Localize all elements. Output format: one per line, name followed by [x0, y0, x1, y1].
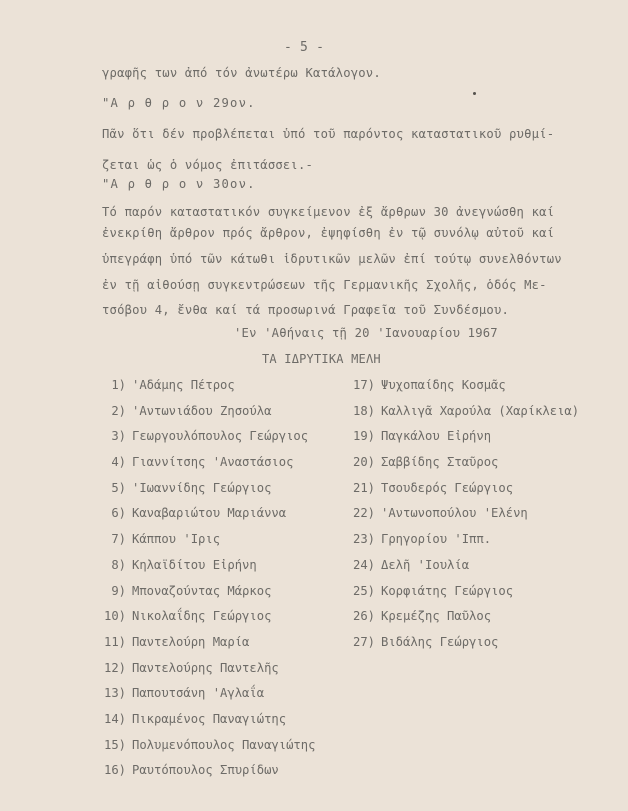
member-number: 19) — [352, 429, 375, 444]
member-name: Κρεμέζης Παῦλος — [381, 609, 492, 624]
member-item — [345, 635, 579, 661]
member-item — [345, 455, 579, 481]
member-name: Παγκάλου Εἰρήνη — [381, 429, 492, 444]
member-number: 23) — [352, 532, 375, 547]
member-item — [345, 584, 579, 610]
member-number: 8) — [111, 557, 126, 572]
member-number: 9) — [111, 583, 126, 598]
member-number: 6) — [111, 506, 126, 521]
member-name: Καναβαριώτου Μαριάννα — [132, 506, 287, 521]
member-number: 18) — [352, 403, 375, 418]
members-list-right — [345, 378, 579, 661]
page-number: - 5 - — [284, 40, 325, 55]
member-item — [345, 378, 579, 404]
member-number: 12) — [103, 660, 126, 675]
member-item — [345, 481, 579, 507]
body-line: Πᾶν ὅτι δέν προβλέπεται ὑπό τοῦ παρόντος καταστατικοῦ ρυθμί- — [102, 127, 555, 141]
member-item — [96, 609, 315, 635]
member-item — [345, 429, 579, 455]
member-number: 4) — [111, 455, 126, 470]
member-name: Δελῆ 'Ιουλία — [381, 557, 470, 572]
body-line: ὑπεγράφη ὑπό τῶν κάτωθι ἱδρυτικῶν μελῶν ἐπί τούτῳ συνελθόντων — [102, 252, 562, 266]
member-number: 22) — [352, 506, 375, 521]
member-number: 7) — [111, 532, 126, 547]
members-heading: ΤΑ ΙΔΡΥΤΙΚΑ ΜΕΛΗ — [262, 352, 381, 366]
member-name: Κορφιάτης Γεώργιος — [381, 583, 514, 598]
members-list-left — [96, 378, 315, 789]
member-number: 15) — [103, 737, 126, 752]
member-item — [345, 404, 579, 430]
member-name: 'Αντωνιάδου Ζησούλα — [132, 403, 272, 418]
member-item — [96, 532, 315, 558]
member-item — [96, 635, 315, 661]
member-item — [96, 712, 315, 738]
member-name: Κηλαϊδίτου Εἰρήνη — [132, 557, 257, 572]
member-name: Τσουδερός Γεώργιος — [381, 480, 514, 495]
article-29-heading: "Α ρ θ ρ ο ν 29ον. — [102, 96, 256, 110]
article-30-heading: "Α ρ θ ρ ο ν 30ον. — [102, 177, 256, 191]
member-item — [96, 429, 315, 455]
member-item — [96, 455, 315, 481]
member-item — [345, 558, 579, 584]
member-number: 11) — [103, 634, 126, 649]
member-name: Γιαννίτσης 'Αναστάσιος — [132, 455, 294, 470]
member-number: 20) — [352, 455, 375, 470]
member-name: 'Ιωαννίδης Γεώργιος — [132, 480, 272, 495]
member-name: Παντελούρη Μαρία — [132, 634, 250, 649]
member-number: 1) — [111, 378, 126, 392]
member-item — [96, 738, 315, 764]
member-item — [345, 609, 579, 635]
member-name: 'Αντωνοπούλου 'Ελένη — [381, 506, 528, 521]
member-item — [96, 506, 315, 532]
member-name: Καλλιγᾶ Χαρούλα (Χαρίκλεια) — [381, 403, 580, 418]
member-number: 5) — [111, 480, 126, 495]
member-name: Παντελούρης Παντελῆς — [132, 660, 279, 675]
member-number: 27) — [352, 634, 375, 649]
member-name: Γρηγορίου 'Ιππ. — [381, 532, 492, 547]
member-item — [96, 378, 315, 404]
member-item — [96, 404, 315, 430]
body-line: ἐν τῇ αἰθούσῃ συγκεντρώσεων τῆς Γερμανικῆς Σχολῆς, ὁδός Με- — [102, 278, 547, 292]
body-line: ζεται ὡς ὁ νόμος ἐπιτάσσει.- — [102, 158, 314, 172]
member-number: 21) — [352, 480, 375, 495]
body-line: ἐνεκρίθη ἄρθρον πρός ἄρθρον, ἐψηφίσθη ἐν τῷ συνόλῳ αὐτοῦ καί — [102, 226, 555, 240]
member-number: 25) — [352, 583, 375, 598]
member-name: Νικολαΐδης Γεώργιος — [132, 609, 272, 624]
member-item — [96, 558, 315, 584]
member-item — [345, 532, 579, 558]
member-name: Ψυχοπαίδης Κοσμᾶς — [381, 378, 506, 392]
member-name: Πολυμενόπουλος Παναγιώτης — [132, 737, 316, 752]
member-name: Κάππου 'Ιρις — [132, 532, 221, 547]
member-item — [96, 763, 315, 789]
member-item — [96, 686, 315, 712]
member-name: Σαββίδης Σταῦρος — [381, 455, 499, 470]
member-item — [96, 661, 315, 687]
body-line: τσόβου 4, ἔνθα καί τά προσωρινά Γραφεῖα τοῦ Συνδέσμου. — [102, 303, 510, 317]
ink-spot — [473, 92, 476, 95]
member-number: 10) — [103, 609, 126, 624]
member-item — [96, 481, 315, 507]
member-name: Μποναζούντας Μάρκος — [132, 583, 272, 598]
member-number: 17) — [352, 378, 375, 392]
member-number: 3) — [111, 429, 126, 444]
member-number: 26) — [352, 609, 375, 624]
member-name: 'Αδάμης Πέτρος — [132, 378, 235, 392]
body-line: γραφῆς των ἀπό τόν ἀνωτέρω Κατάλογον. — [102, 66, 381, 80]
member-name: Γεωργουλόπουλος Γεώργιος — [132, 429, 309, 444]
body-line: Τό παρόν καταστατικόν συγκείμενον ἐξ ἄρθρων 30 ἀνεγνώσθη καί — [102, 205, 555, 219]
member-number: 14) — [103, 711, 126, 726]
date-line: 'Εν 'Αθήναις τῇ 20 'Ιανουαρίου 1967 — [234, 326, 498, 340]
member-number: 13) — [103, 686, 126, 701]
member-item — [345, 506, 579, 532]
member-number: 24) — [352, 557, 375, 572]
member-item — [96, 584, 315, 610]
member-name: Βιδάλης Γεώργιος — [381, 634, 499, 649]
member-number: 16) — [103, 763, 126, 778]
member-name: Ραυτόπουλος Σπυρίδων — [132, 763, 279, 778]
member-number: 2) — [111, 403, 126, 418]
member-name: Πικραμένος Παναγιώτης — [132, 711, 287, 726]
member-name: Παπουτσάνη 'Αγλαΐα — [132, 686, 265, 701]
